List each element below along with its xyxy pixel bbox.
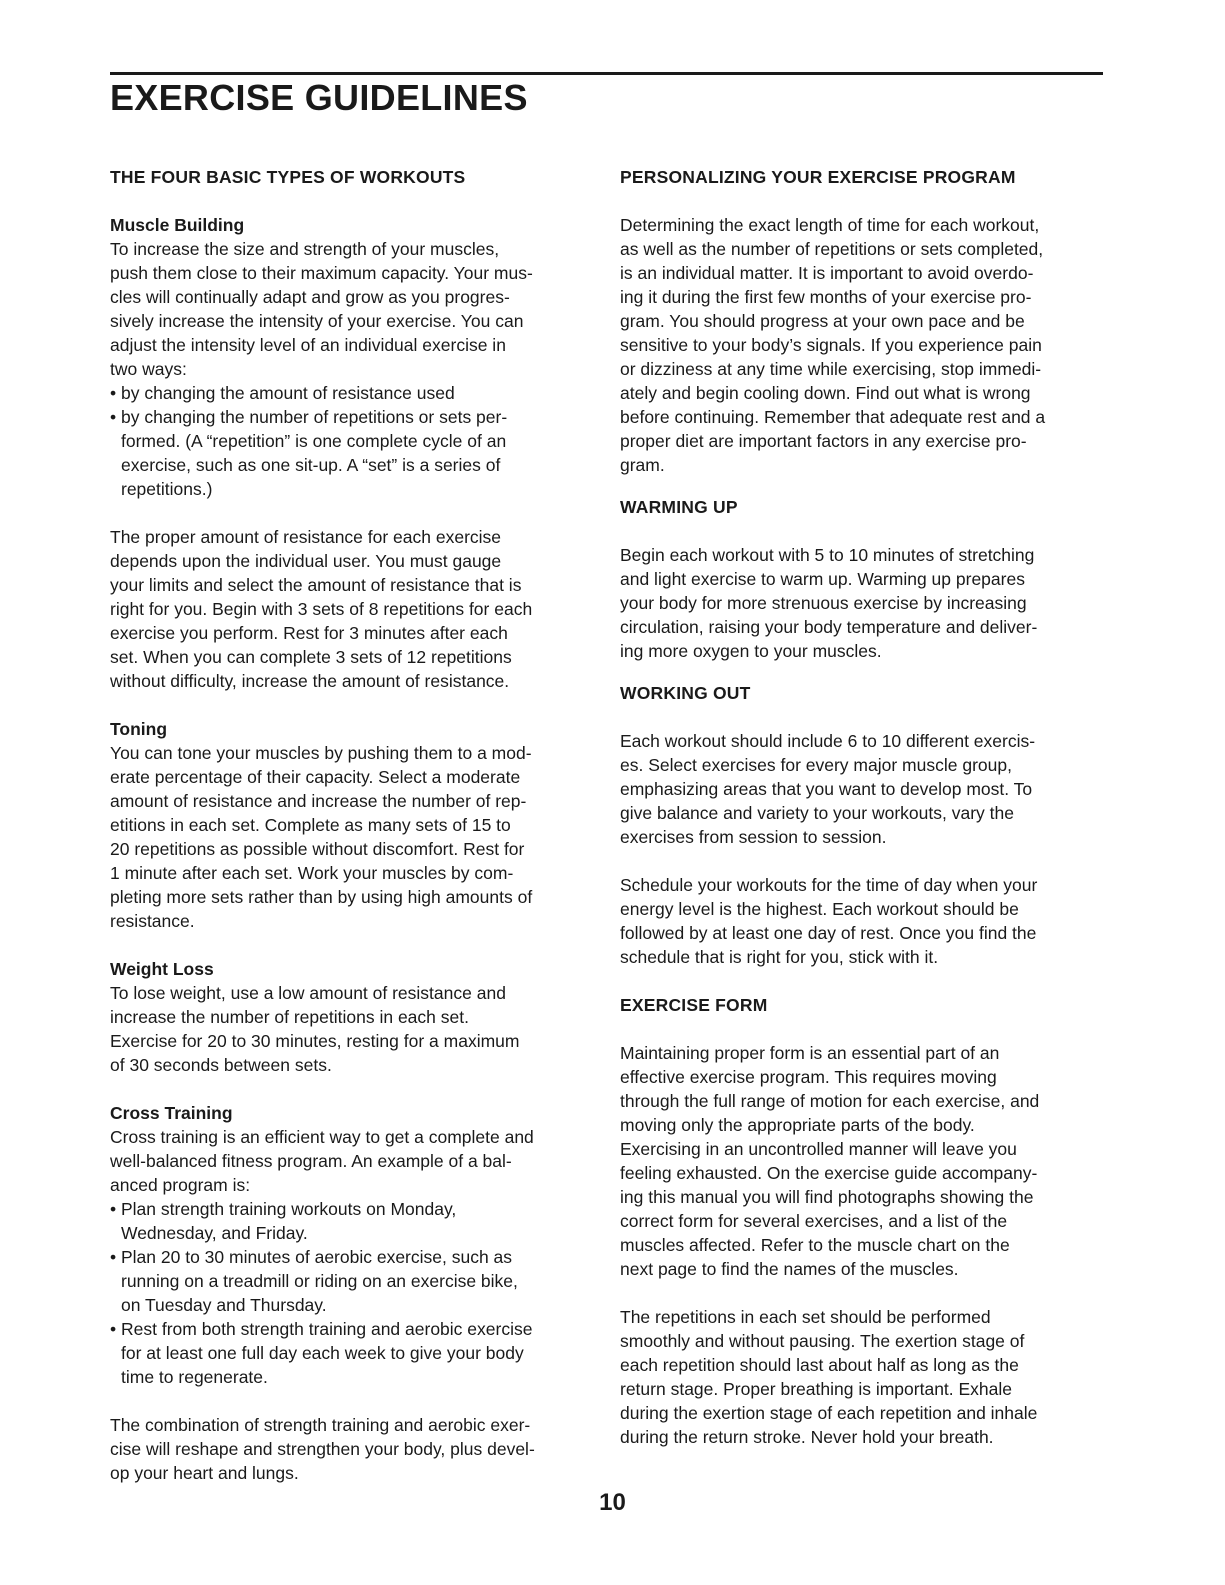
text-line: during the exertion stage of each repetition and inhale	[620, 1403, 1038, 1423]
text-line: Exercise for 20 to 30 minutes, resting for a maximum	[110, 1031, 520, 1051]
text-line: schedule that is right for you, stick with it.	[620, 947, 939, 967]
text-line: anced program is:	[110, 1175, 251, 1195]
text-line: through the full range of motion for each exercise, and	[620, 1091, 1040, 1111]
text-line: pleting more sets rather than by using high amounts of	[110, 887, 533, 907]
text-line: moving only the appropriate parts of the body.	[620, 1115, 975, 1135]
text-line: depends upon the individual user. You must gauge	[110, 551, 502, 571]
text-line: energy level is the highest. Each workout should be	[620, 899, 1019, 919]
text-line: Wednesday, and Friday.	[121, 1223, 308, 1243]
text-line: exercise you perform. Rest for 3 minutes after each	[110, 623, 508, 643]
text-line: as well as the number of repetitions or sets completed,	[620, 239, 1044, 259]
section-heading-exercise-form: EXERCISE FORM	[620, 995, 768, 1015]
paragraph-cross-training	[110, 1125, 602, 1389]
text-line: gram. You should progress at your own pace and be	[620, 311, 1025, 331]
right-column	[620, 165, 1105, 1449]
text-line: To increase the size and strength of your muscles,	[110, 239, 500, 259]
page-title: EXERCISE GUIDELINES	[110, 77, 528, 118]
text-line: erate percentage of their capacity. Select a moderate	[110, 767, 521, 787]
text-line: for at least one full day each week to give your body	[121, 1343, 524, 1363]
text-line: ately and begin cooling down. Find out what is wrong	[620, 383, 1031, 403]
text-line: The proper amount of resistance for each exercise	[110, 527, 502, 547]
text-line: gram.	[620, 455, 665, 475]
subheading-muscle-building: Muscle Building	[110, 215, 245, 235]
text-line: increase the number of repetitions in each set.	[110, 1007, 469, 1027]
paragraph-schedule	[620, 873, 1105, 969]
paragraph-weight-loss	[110, 981, 602, 1077]
bullet-line: • Plan 20 to 30 minutes of aerobic exercise, such as	[110, 1247, 513, 1267]
paragraph-repetitions	[620, 1305, 1105, 1449]
text-line: cles will continually adapt and grow as you progres-	[110, 287, 510, 307]
text-line: Schedule your workouts for the time of day when your	[620, 875, 1038, 895]
text-line: during the return stroke. Never hold your breath.	[620, 1427, 994, 1447]
text-line: emphasizing areas that you want to develop most. To	[620, 779, 1033, 799]
text-line: sensitive to your body’s signals. If you experience pain	[620, 335, 1042, 355]
text-line: You can tone your muscles by pushing them to a mod-	[110, 743, 532, 763]
text-line: effective exercise program. This requires moving	[620, 1067, 997, 1087]
text-line: next page to find the names of the muscles.	[620, 1259, 959, 1279]
section-heading-working-out: WORKING OUT	[620, 683, 751, 703]
text-line: cise will reshape and strengthen your body, plus devel-	[110, 1439, 535, 1459]
text-line: two ways:	[110, 359, 187, 379]
text-line: your body for more strenuous exercise by increasing	[620, 593, 1027, 613]
text-line: smoothly and without pausing. The exertion stage of	[620, 1331, 1025, 1351]
bullet-line: • by changing the amount of resistance used	[110, 383, 455, 403]
text-line: push them close to their maximum capacity. Your mus-	[110, 263, 533, 283]
text-line: To lose weight, use a low amount of resistance and	[110, 983, 506, 1003]
text-line: exercise, such as one sit-up. A “set” is a series of	[121, 455, 501, 475]
text-line: repetitions.)	[121, 479, 213, 499]
bullet-line: • by changing the number of repetitions or sets per-	[110, 407, 508, 427]
text-line: well-balanced fitness program. An example of a bal-	[110, 1151, 512, 1171]
text-line: ing this manual you will find photographs showing the	[620, 1187, 1034, 1207]
text-line: of 30 seconds between sets.	[110, 1055, 332, 1075]
text-line: time to regenerate.	[121, 1367, 268, 1387]
text-line: circulation, raising your body temperature and deliver-	[620, 617, 1038, 637]
text-line: Exercising in an uncontrolled manner will leave you	[620, 1139, 1017, 1159]
paragraph-exercise-form	[620, 1041, 1105, 1281]
bullet-line: • Rest from both strength training and aerobic exercise	[110, 1319, 533, 1339]
section-heading-workout-types: THE FOUR BASIC TYPES OF WORKOUTS	[110, 167, 466, 187]
text-line: ing it during the first few months of your exercise pro-	[620, 287, 1032, 307]
text-line: your limits and select the amount of resistance that is	[110, 575, 522, 595]
text-line: give balance and variety to your workouts, vary the	[620, 803, 1014, 823]
paragraph-combination	[110, 1413, 602, 1485]
text-line: es. Select exercises for every major muscle group,	[620, 755, 1012, 775]
text-line: Each workout should include 6 to 10 different exercis-	[620, 731, 1036, 751]
text-line: Cross training is an efficient way to get a complete and	[110, 1127, 534, 1147]
text-line: The repetitions in each set should be performed	[620, 1307, 991, 1327]
page-number: 10	[599, 1489, 626, 1516]
text-line: before continuing. Remember that adequate rest and a	[620, 407, 1046, 427]
subheading-toning: Toning	[110, 719, 168, 739]
subheading-cross-training: Cross Training	[110, 1103, 233, 1123]
text-line: each repetition should last about half as long as the	[620, 1355, 1019, 1375]
text-line: Maintaining proper form is an essential part of an	[620, 1043, 1000, 1063]
text-line: right for you. Begin with 3 sets of 8 repetitions for each	[110, 599, 533, 619]
text-line: Begin each workout with 5 to 10 minutes of stretching	[620, 545, 1035, 565]
paragraph-muscle-building	[110, 237, 602, 501]
text-line: feeling exhausted. On the exercise guide accompany-	[620, 1163, 1038, 1183]
text-line: sively increase the intensity of your exercise. You can	[110, 311, 524, 331]
text-line: set. When you can complete 3 sets of 12 repetitions	[110, 647, 512, 667]
text-line: is an individual matter. It is important to avoid overdo-	[620, 263, 1034, 283]
text-line: adjust the intensity level of an individual exercise in	[110, 335, 506, 355]
bullet-line: • Plan strength training workouts on Monday,	[110, 1199, 457, 1219]
text-line: exercises from session to session.	[620, 827, 887, 847]
text-line: proper diet are important factors in any exercise pro-	[620, 431, 1027, 451]
text-line: resistance.	[110, 911, 195, 931]
text-line: The combination of strength training and aerobic exer-	[110, 1415, 531, 1435]
text-line: amount of resistance and increase the number of rep-	[110, 791, 527, 811]
text-line: etitions in each set. Complete as many sets of 15 to	[110, 815, 511, 835]
text-line: running on a treadmill or riding on an exercise bike,	[121, 1271, 518, 1291]
paragraph-toning	[110, 741, 602, 933]
paragraph-warming-up	[620, 543, 1105, 663]
paragraph-personalizing	[620, 213, 1105, 477]
text-line: muscles affected. Refer to the muscle chart on the	[620, 1235, 1010, 1255]
text-line: on Tuesday and Thursday.	[121, 1295, 327, 1315]
text-line: and light exercise to warm up. Warming up prepares	[620, 569, 1025, 589]
paragraph-resistance	[110, 525, 602, 693]
text-line: ing more oxygen to your muscles.	[620, 641, 882, 661]
text-line: formed. (A “repetition” is one complete cycle of an	[121, 431, 507, 451]
left-column	[110, 165, 602, 1485]
text-line: Determining the exact length of time for each workout,	[620, 215, 1040, 235]
text-line: op your heart and lungs.	[110, 1463, 299, 1483]
text-line: 1 minute after each set. Work your muscles by com-	[110, 863, 514, 883]
title-rule	[110, 72, 1103, 75]
text-line: 20 repetitions as possible without discomfort. Rest for	[110, 839, 525, 859]
section-heading-personalizing: PERSONALIZING YOUR EXERCISE PROGRAM	[620, 167, 1016, 187]
text-line: without difficulty, increase the amount of resistance.	[110, 671, 510, 691]
text-line: or dizziness at any time while exercising, stop immedi-	[620, 359, 1042, 379]
section-heading-warming-up: WARMING UP	[620, 497, 738, 517]
subheading-weight-loss: Weight Loss	[110, 959, 214, 979]
text-line: correct form for several exercises, and a list of the	[620, 1211, 1008, 1231]
text-line: followed by at least one day of rest. Once you find the	[620, 923, 1037, 943]
text-line: return stage. Proper breathing is important. Exhale	[620, 1379, 1013, 1399]
paragraph-working-out	[620, 729, 1105, 849]
